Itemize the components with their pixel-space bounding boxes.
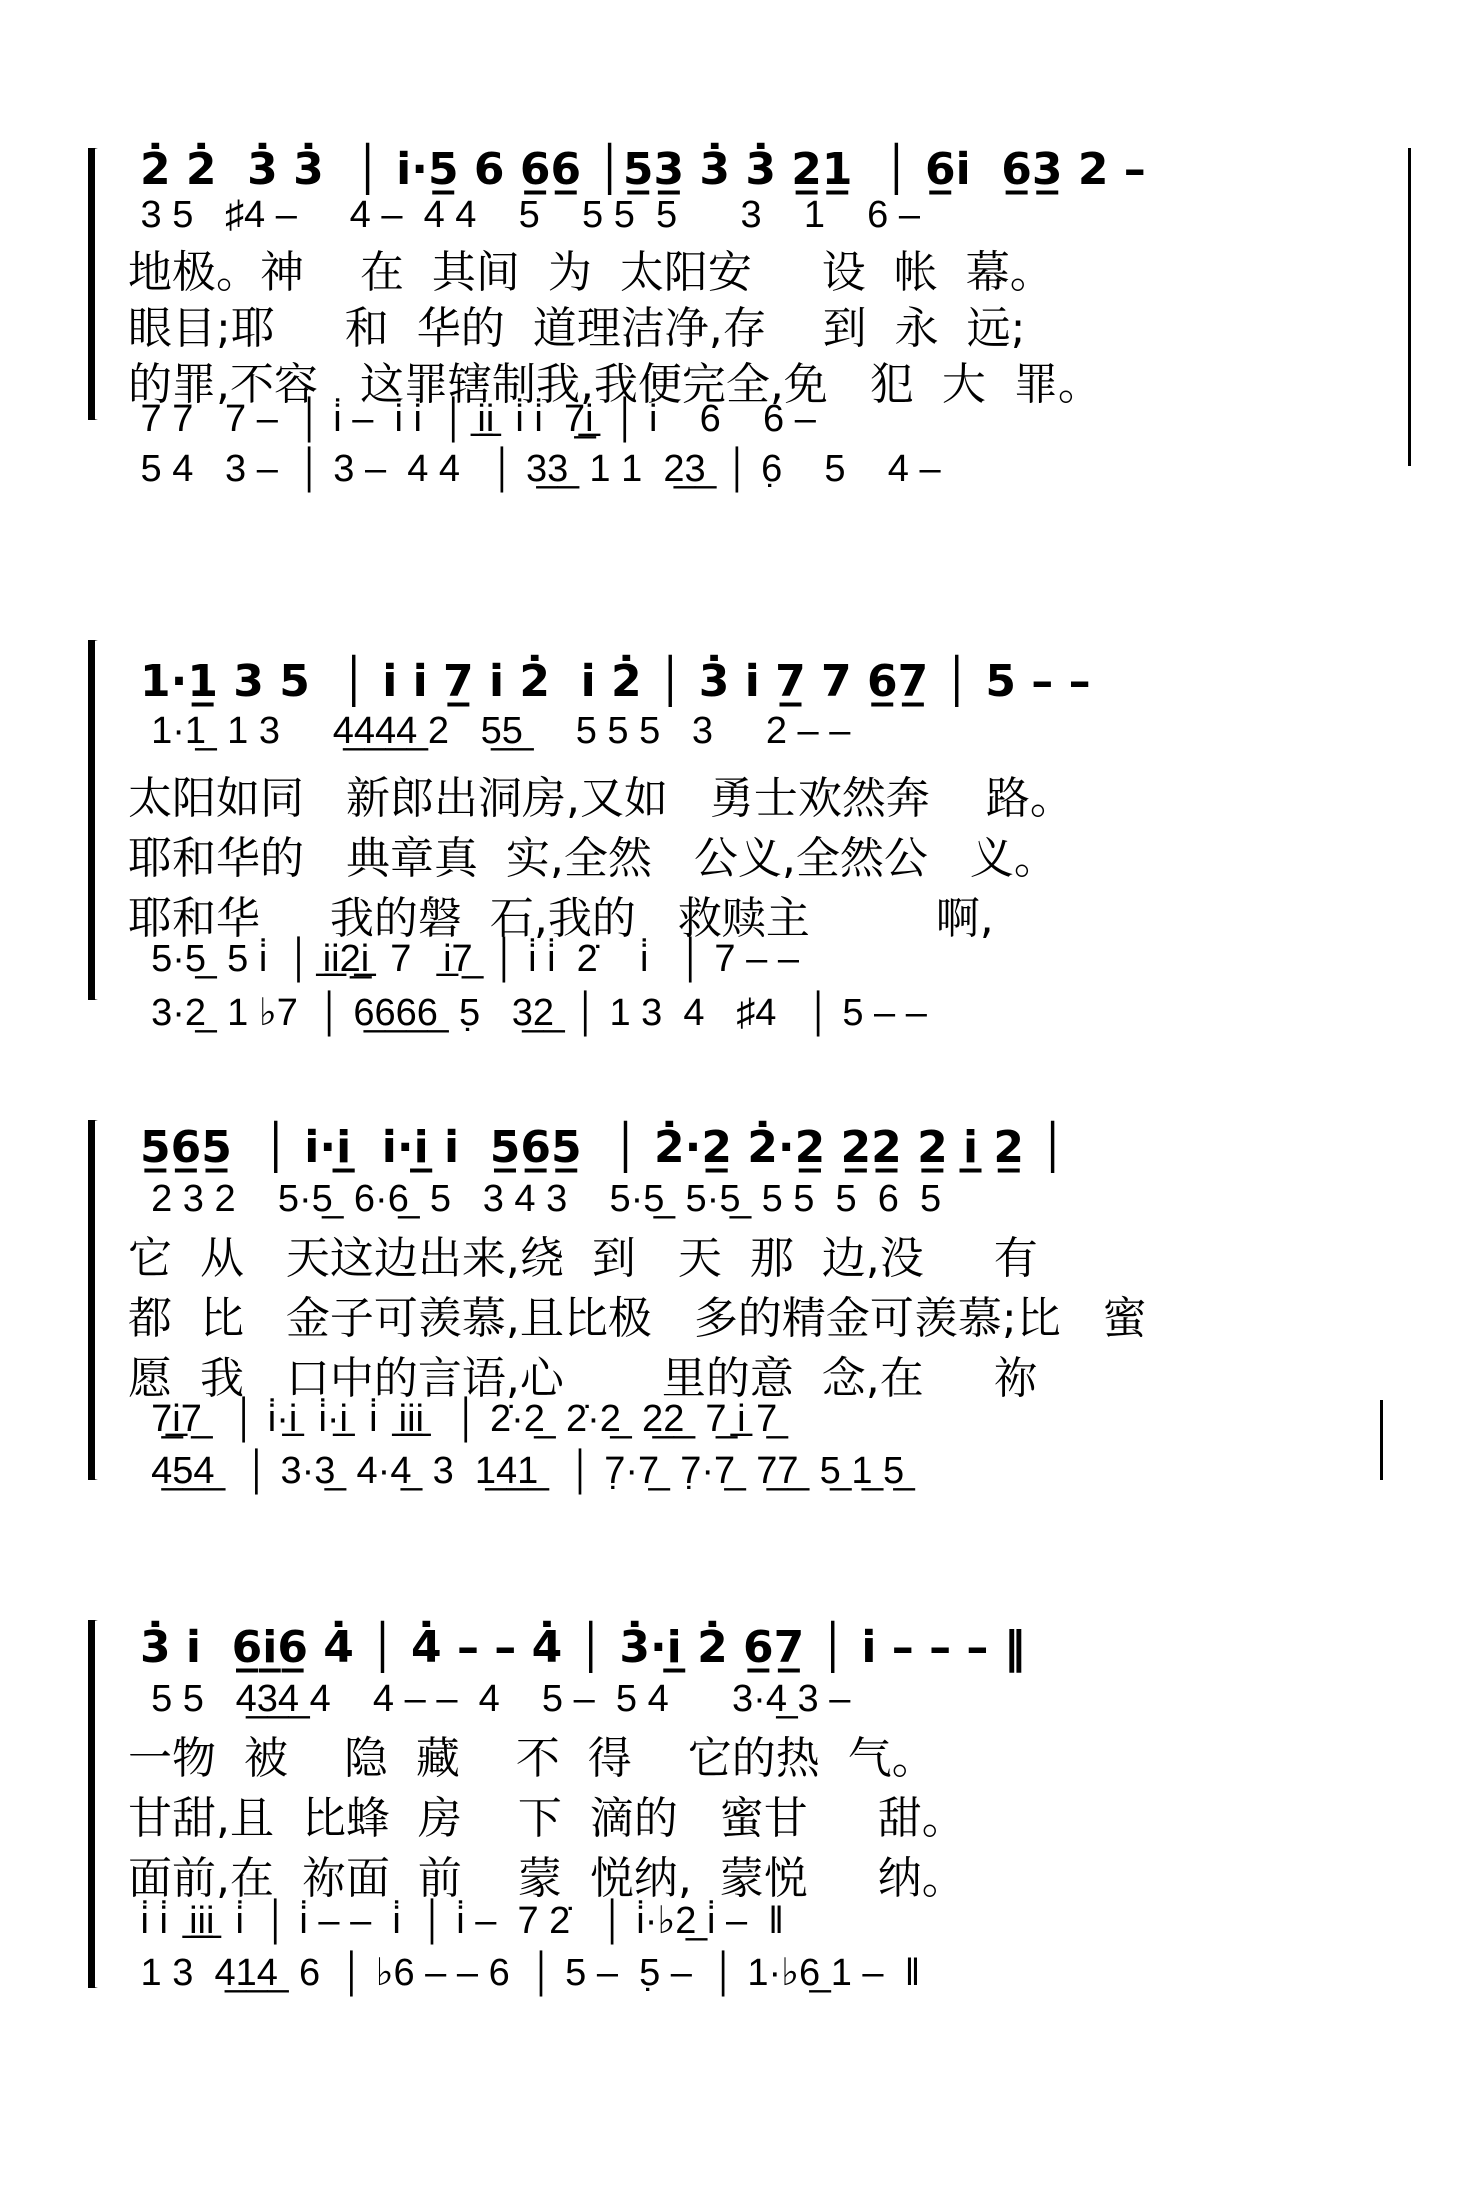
melody-line: 2̇ 2̇ 3̇ 3̇ │ i̇·5̲ 6 6̲6̲ │5̲3̲ 3̇ 3̇ 2̲1̲ │ 6̲i̇ 6̲3̲ 2 – <box>140 144 1146 195</box>
accomp-upper: 7 7 7 – │ i̇ – i̇ i̇ │ i̲i̲ i̇ i̇ 7̲i̲ │ i̇ 6 6 – <box>130 398 816 440</box>
accomp-lower: 1 3 4̲1̲4̲ 6 │ ♭6 – – 6 │ 5 – 5̣ – │ 1·♭6̲ 1 – ‖ <box>130 1952 921 1994</box>
system-2 <box>0 640 1477 1034</box>
alto-line: 2 3 2 5·5̲ 6·6̲ 5 3 4 3 5·5̲ 5·5̲ 5 5 5 6 5 <box>130 1178 942 1220</box>
lyric-verse-1: 太阳如同 新郎出洞房,又如 勇士欢然奔 路。 <box>128 773 1074 824</box>
melody-line: 5̲6̲5̲ │ i̇·i̲̲ i̇·i̲̲ i̇ 5̲6̲5̲ │ 2̇·2̲̲ 2̇·2̲̲ 2̲2̲ 2̲ i̲ 2̲ │ <box>140 1122 1066 1173</box>
lyric-verse-2: 甘甜,且 比蜂 房 下 滴的 蜜甘 甜。 <box>128 1793 966 1844</box>
accomp-upper: 7̲i̲7̲ │ i̇·i̲ i̇·i̲ i̇ i̲i̲i̲ │ 2̇·2̲ 2̇·2̲ 2̲2̲ 7̲ i̲ 7̲ <box>130 1398 778 1440</box>
lyric-verse-2: 眼目;耶 和 华的 道理洁净,存 到 永 远; <box>128 303 1026 354</box>
system-bracket <box>82 1620 110 1988</box>
lyric-verse-1: 地极。神 在 其间 为 太阳安 设 帐 幕。 <box>128 247 1054 298</box>
end-barline <box>1380 1400 1383 1480</box>
accomp-lower: 5 4 3 – │ 3 – 4 4 │ 3̲3̲ 1 1 2̲3̲ │ 6̣ 5 4 – <box>130 448 941 490</box>
melody-line: 3̇ i̇ 6̲i̲6̲ 4̇ │ 4̇ – – 4̇ │ 3̇·i̲ 2̇ 6̲7̲ │ i̇ – – – ‖ <box>140 1622 1026 1673</box>
lyric-verse-3: 愿 我 口中的言语,心 里的意 念,在 祢 <box>128 1353 1038 1404</box>
accomp-upper: i̇ i̇ i̲i̲i̲ i̇ │ i̇ – – i̇ │ i̇ – 7 2̇ │ i̇·♭2̲ i̇ – ‖ <box>130 1900 784 1942</box>
accomp-lower: 3·2̲ 1 ♭7 │ 6̲6̲6̲6̲ 5̣ 3̲2̲ │ 1 3 4 ♯4 │ 5 – – <box>130 992 927 1034</box>
accomp-lower: 4̲5̲4̲ │ 3·3̲ 4·4̲ 3 1̲4̲1̲ │ 7̣·7̲ 7̣·7̲ 7̲7̲ 5̲ 1̲ 5̲ <box>130 1450 905 1492</box>
system-bracket <box>82 1120 110 1480</box>
melody-line: 1·1̲ 3 5 │ i̇ i̇ 7̲ i̇ 2̇ i̇ 2̇ │ 3̇ i̇ 7̲ 7 6̲7̲ │ 5 – – <box>140 656 1091 707</box>
alto-line: 3 5 ♯4 – 4 – 4 4 5 5 5 5 3 1 6 – <box>130 194 921 236</box>
lyric-verse-2: 耶和华的 典章真 实,全然 公义,全然公 义。 <box>128 833 1058 884</box>
lyric-verse-1: 它 从 天这边出来,绕 到 天 那 边,没 有 <box>128 1233 1038 1284</box>
system-bracket <box>82 640 110 1000</box>
lyric-verse-3: 面前,在 祢面 前 蒙 悦纳, 蒙悦 纳。 <box>128 1853 966 1904</box>
alto-line: 5 5 4̲3̲4̲ 4 4 – – 4 5 – 5 4 3·4̲ 3 – <box>130 1678 851 1720</box>
system-bracket <box>82 148 110 420</box>
system-1 <box>0 130 1477 490</box>
accomp-upper: 5·5̲ 5 i̇ │ i̲i̲2̲i̲ 7 i̲7̲ │ i̇ i̇ 2̇ i̇ │ 7 – – <box>130 938 799 980</box>
alto-line: 1·1̲ 1 3 4̲4̲4̲4̲ 2 5̲5̲ 5 5 5 3 2 – – <box>130 710 851 752</box>
system-4 <box>0 1600 1477 2000</box>
lyric-verse-2: 都 比 金子可羡慕,且比极 多的精金可羡慕;比 蜜 <box>128 1293 1147 1344</box>
lyric-verse-1: 一物 被 隐 藏 不 得 它的热 气。 <box>128 1733 936 1784</box>
lyric-verse-3: 的罪,不容 这罪辖制我,我便完全,免 犯 大 罪。 <box>128 359 1102 410</box>
end-barline <box>1408 148 1411 466</box>
lyric-verse-3: 耶和华 我的磐 石,我的 救赎主 啊, <box>128 893 994 944</box>
system-3 <box>0 1100 1477 1492</box>
